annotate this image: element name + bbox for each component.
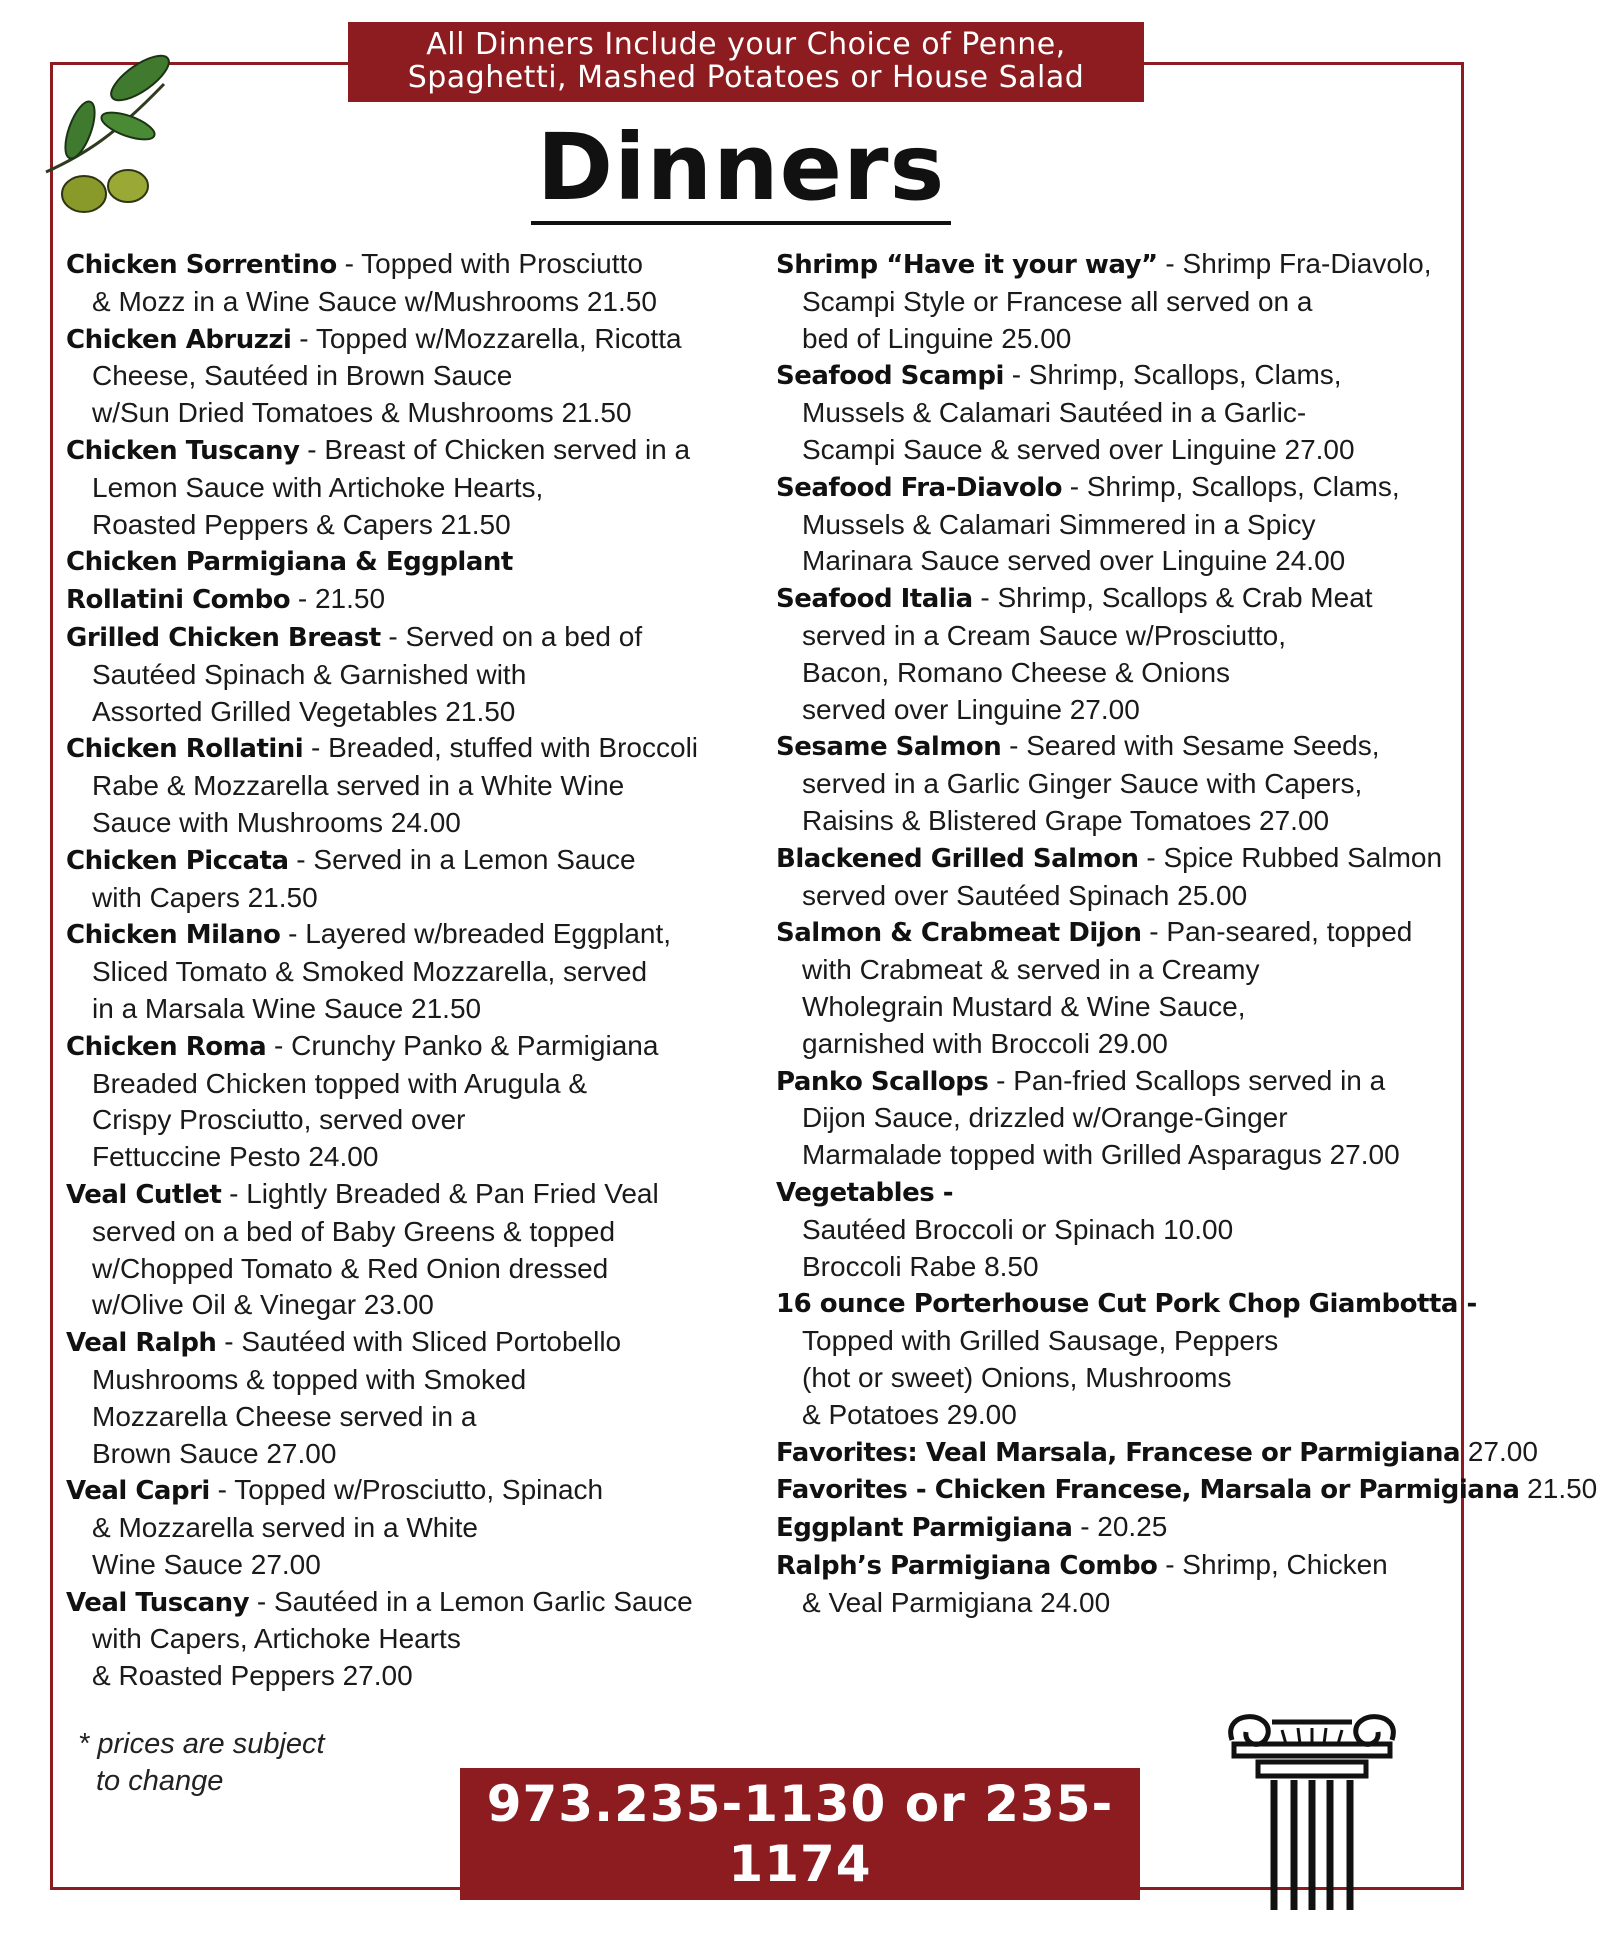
menu-item-line: Sliced Tomato & Smoked Mozzarella, served [92,956,648,988]
menu-item-line [776,469,1460,507]
menu-item-name: Seafood Fra-Diavolo [776,472,1062,503]
menu-item-line [66,842,756,880]
price-note-line-2: to change [96,1765,224,1797]
menu-item-name: Chicken Piccata [66,845,289,876]
menu-item-description: - 20.25 [1080,1511,1168,1543]
includes-banner [348,22,1144,102]
menu-item-name: Seafood Scampi [776,361,1004,392]
menu-item-line [66,581,756,619]
menu-item-name: Favorites - Chicken Francese, Marsala or Parmigiana [776,1475,1520,1506]
menu-item [776,1509,1460,1547]
menu-item-line [776,357,1460,395]
menu-item-description: 27.00 [1467,1435,1538,1467]
menu-item-line: Fettuccine Pesto 24.00 [92,1141,379,1173]
menu-item-description: - Pan-fried Scallops served in a [996,1064,1386,1096]
menu-item-line: Sauce with Mushrooms 24.00 [92,806,461,838]
menu-item [776,1174,1460,1285]
menu-item-line: Roasted Peppers & Capers 21.50 [92,508,511,540]
menu-item [66,543,756,581]
menu-item-line: in a Marsala Wine Sauce 21.50 [92,992,482,1024]
menu-item-description: - Shrimp, Scallops & Crab Meat [980,582,1373,614]
website-link[interactable]: www.ralphspizzeria.com [464,1894,1136,1950]
menu-item-line [776,840,1460,878]
menu-item-name: Blackened Grilled Salmon [776,843,1139,874]
menu-item-line [776,1471,1597,1509]
menu-item-description: - Topped with Prosciutto [344,248,643,279]
menu-item [776,1471,1597,1509]
menu-item-line: Lemon Sauce with Artichoke Hearts, [92,471,544,503]
menu-item-line [776,1174,1460,1212]
ionic-column-icon [1212,1700,1412,1910]
menu-item-line: Raisins & Blistered Grape Tomatoes 27.00 [802,804,1330,836]
menu-item-description: - Breast of Chicken served in a [307,433,691,465]
menu-item-description: 21.50 [1527,1473,1597,1505]
menu-item-line: Brown Sauce 27.00 [92,1437,337,1469]
menu-item-line: Dijon Sauce, drizzled w/Orange-Ginger [802,1102,1288,1134]
menu-item-line [776,1285,1477,1323]
menu-item-line: served in a Garlic Ginger Sauce with Capers, [802,768,1363,800]
menu-item [66,619,756,730]
menu-item-description: - Shrimp, Chicken [1165,1548,1388,1580]
banner-line-1: All Dinners Include your Choice of Penne, [426,27,1066,62]
menu-item-line: Mussels & Calamari Sautéed in a Garlic- [802,397,1307,429]
menu-item-name: Chicken Abruzzi [66,324,292,355]
menu-item-line: w/Sun Dried Tomatoes & Mushrooms 21.50 [92,397,632,429]
menu-item-description: - Served on a bed of [388,620,643,652]
menu-item-line: Crispy Prosciutto, served over [92,1104,466,1136]
menu-item-line [776,246,1460,284]
menu-item-line: & Mozzarella served in a White [92,1512,478,1544]
menu-item-name: Veal Cutlet [66,1179,222,1210]
menu-item-name: Eggplant Parmigiana [776,1513,1073,1544]
menu-item-description: - Shrimp, Scallops, Clams, [1011,359,1342,391]
menu-item-description: - Layered w/breaded Eggplant, [288,918,672,950]
menu-item-line: with Capers 21.50 [92,881,318,913]
menu-item-description: - Topped w/Prosciutto, Spinach [217,1474,604,1506]
menu-item-description: - Breaded, stuffed with Broccoli [311,732,699,764]
menu-item-line: Breaded Chicken topped with Arugula & [92,1067,587,1099]
menu-item-name: Chicken Roma [66,1031,267,1062]
menu-item-name: Vegetables - [776,1177,954,1208]
menu-item-name: Shrimp “Have it your way” [776,250,1158,280]
left-menu-column [66,246,756,1695]
menu-item-line: & Potatoes 29.00 [802,1398,1017,1430]
menu-item-line: served in a Cream Sauce w/Prosciutto, [802,619,1286,651]
menu-item [66,916,756,1027]
menu-item-line [66,1028,756,1066]
menu-item-line [66,619,756,657]
menu-item-description: - Sautéed with Sliced Portobello [224,1326,622,1358]
menu-item [66,842,756,917]
menu-item-line: w/Chopped Tomato & Red Onion dressed [92,1252,609,1284]
menu-item-name: Rollatini Combo [66,585,291,616]
menu-item-name: Salmon & Crabmeat Dijon [776,918,1142,949]
menu-item-name: Chicken Rollatini [66,734,304,765]
menu-item-line: served on a bed of Baby Greens & topped [92,1215,616,1247]
menu-item-line [776,1547,1460,1585]
menu-item-line: bed of Linguine 25.00 [802,322,1072,354]
menu-item-line: & Mozz in a Wine Sauce w/Mushrooms 21.50 [92,285,657,317]
menu-item-line: Scampi Style or Francese all served on a [802,285,1313,317]
menu-item-description: - Crunchy Panko & Parmigiana [274,1029,659,1061]
menu-item-line [66,730,756,768]
menu-item-line: served over Linguine 27.00 [802,693,1140,725]
menu-item-line [66,1324,756,1362]
menu-item-description: - Sautéed in a Lemon Garlic Sauce [256,1585,693,1617]
menu-item [66,1584,756,1695]
menu-item-line [66,432,756,470]
menu-item-name: Veal Ralph [66,1328,217,1359]
menu-item [66,730,756,841]
menu-item-line [66,916,756,954]
menu-item-line: Sautéed Spinach & Garnished with [92,658,527,690]
menu-item-line: & Roasted Peppers 27.00 [92,1660,413,1692]
menu-item [66,432,756,543]
menu-item-name: Veal Tuscany [66,1587,250,1618]
menu-item-name: Panko Scallops [776,1066,989,1097]
menu-item-description: - Pan-seared, topped [1149,916,1413,948]
menu-item-line [776,914,1460,952]
banner-line-2: Spaghetti, Mashed Potatoes or House Salad [407,60,1085,95]
menu-item-description: - Spice Rubbed Salmon [1146,841,1443,873]
menu-item [776,246,1460,357]
menu-item-name: Seafood Italia [776,584,973,615]
menu-item [776,914,1460,1062]
menu-item-line: Mozzarella Cheese served in a [92,1400,477,1432]
menu-item-description: - Topped w/Mozzarella, Ricotta [299,322,682,354]
page-title: Dinners [0,118,1482,218]
menu-item-name: 16 ounce Porterhouse Cut Pork Chop Giambotta - [776,1289,1477,1320]
menu-item-name: Chicken Tuscany [66,435,300,466]
menu-item-line [776,728,1460,766]
menu-item-description: - Shrimp, Scallops, Clams, [1069,470,1400,502]
menu-item-line: Rabe & Mozzarella served in a White Wine [92,770,625,802]
menu-item [66,581,756,619]
menu-item-description: - 21.50 [297,583,386,615]
menu-item-description: - Seared with Sesame Seeds, [1009,730,1380,762]
menu-item-description: - Served in a Lemon Sauce [296,843,636,875]
menu-item-name: Chicken Sorrentino [66,250,337,280]
menu-item-line: with Capers, Artichoke Hearts [92,1623,461,1655]
menu-item [66,1472,756,1583]
menu-item [66,1176,756,1324]
menu-item-line: Sautéed Broccoli or Spinach 10.00 [802,1213,1234,1245]
menu-item-line: Marmalade topped with Grilled Asparagus 27.00 [802,1139,1400,1171]
menu-item-description: - Lightly Breaded & Pan Fried Veal [229,1177,659,1209]
menu-item-line: w/Olive Oil & Vinegar 23.00 [92,1289,434,1321]
menu-item [776,1063,1460,1174]
menu-item [66,321,756,432]
menu-item-name: Ralph’s Parmigiana Combo [776,1550,1158,1581]
menu-item-line: Scampi Sauce & served over Linguine 27.00 [802,433,1355,465]
contact-footer [460,1768,1140,1950]
menu-item-line: Cheese, Sautéed in Brown Sauce [92,360,513,392]
menu-item-name: Sesame Salmon [776,732,1002,763]
menu-item [776,1547,1460,1622]
menu-item-line [776,1434,1538,1472]
menu-item-name: Favorites: Veal Marsala, Francese or Parmigiana [776,1437,1461,1468]
menu-item-name: Chicken Milano [66,920,281,951]
price-note-line-1: * prices are subject [78,1728,325,1760]
menu-item-line [66,543,756,581]
menu-item-line: Broccoli Rabe 8.50 [802,1250,1039,1282]
menu-item-line: Mushrooms & topped with Smoked [92,1363,527,1395]
menu-item-line: & Veal Parmigiana 24.00 [802,1586,1111,1618]
price-note [78,1726,325,1800]
menu-item [776,1285,1477,1433]
phone-numbers[interactable]: 973.235-1130 or 235-1174 [486,1775,1114,1893]
menu-item-line [776,1509,1460,1547]
menu-item-line: Bacon, Romano Cheese & Onions [802,656,1231,688]
menu-item-line [776,1063,1460,1101]
menu-item [66,246,756,321]
menu-item [66,1028,756,1176]
menu-item-line: Wine Sauce 27.00 [92,1548,321,1580]
menu-item-line [66,1176,756,1214]
menu-item-line: with Crabmeat & served in a Creamy [802,954,1260,986]
menu-item-name: Veal Capri [66,1476,210,1507]
menu-item-line: Assorted Grilled Vegetables 21.50 [92,695,516,727]
menu-item-line [66,1584,756,1622]
menu-item-name: Chicken Parmigiana & Eggplant [66,547,513,578]
menu-item-line [66,321,756,359]
menu-item-line: Wholegrain Mustard & Wine Sauce, [802,990,1246,1022]
menu-item-line: garnished with Broccoli 29.00 [802,1027,1168,1059]
menu-item-line: Mussels & Calamari Simmered in a Spicy [802,508,1316,540]
menu-item [776,357,1460,468]
menu-item [776,469,1460,580]
menu-item-line: Marinara Sauce served over Linguine 24.00 [802,545,1346,577]
menu-item [776,580,1460,728]
menu-item-line [776,580,1460,618]
menu-item [776,728,1460,839]
menu-item-line: Topped with Grilled Sausage, Peppers [802,1325,1279,1357]
menu-item-line: (hot or sweet) Onions, Mushrooms [802,1361,1232,1393]
menu-item [66,1324,756,1472]
menu-item-line [66,1472,756,1510]
menu-item-line [66,246,756,284]
menu-item-name: Grilled Chicken Breast [66,622,381,653]
menu-item [776,840,1460,915]
menu-item [776,1434,1538,1472]
menu-item-description: - Shrimp Fra-Diavolo, [1165,248,1432,279]
right-menu-column [776,246,1597,1621]
menu-item-line: served over Sautéed Spinach 25.00 [802,879,1248,911]
